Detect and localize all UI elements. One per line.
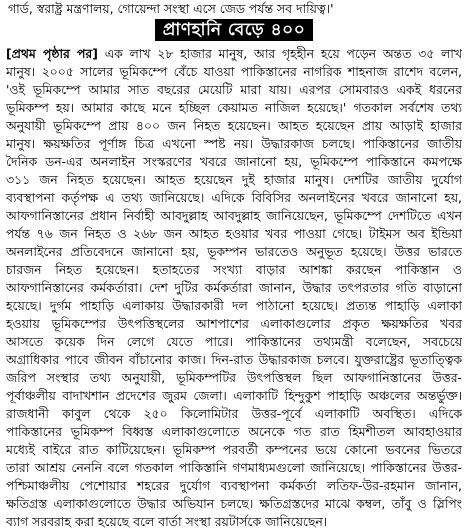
article-line: আফগানিস্তানের প্রধান নির্বাহী আবদুল্লাহ আবদুল্লাহ জানিয়েছেন, ভূমিকম্পে দেশটিতে এখন	[6, 208, 462, 223]
article-line: অগ্রাধিকার পাবে জীবন বাঁচানোর কাজ। দিন-রাত উদ্ধারকাজ চলবে। যুক্তরাষ্ট্রের ভূতাত্ত্বিক	[6, 352, 462, 367]
article-line: পশ্চিমাঞ্চলীয় পেশোয়ার শহরের দুর্যোগ ব্যবস্থাপনা কর্মকর্তা লতিফ-উর-রহমান জানান,	[6, 478, 462, 493]
article-line: ব্যাগ সরবরাহ করা হয়েছে বলে বার্তা সংস্থা রয়টার্সকে জানিয়েছেন।	[6, 514, 328, 529]
article-line: মানুষ। ক্ষয়ক্ষতির পূর্ণাঙ্গ চিত্র এখনো স্পষ্ট নয়। উদ্ধারকাজ চলছে। পাকিস্তানের জাতীয়	[6, 136, 462, 151]
article-line: আসতে কয়েক দিন লেগে যেতে পারে। পাকিস্তানের তথ্যমন্ত্রী বলেছেন, সবচেয়ে	[6, 334, 462, 349]
article-body	[6, 45, 462, 531]
article-line: পূর্বাঞ্চলীয় বাদাখশান প্রদেশের জুরম জেলা। এলাকাটি হিন্দুকুশ পাহাড়ি অঞ্চলের অন্তর্ভুক্ত।	[6, 388, 462, 403]
article-line: হয়েছে। দুর্গম পাহাড়ি এলাকায় উদ্ধারকারী দল পাঠানো হয়েছে। প্রত্যন্ত পাহাড়ি এলাকা	[6, 298, 462, 313]
article-line: ক্ষতিগ্রস্ত এলাকাগুলোতে উদ্ধার অভিযান চলছে। ক্ষতিগ্রস্তদের মাঝে কম্বল, তাঁবু ও স্লিপিং	[6, 496, 462, 511]
article-line: অনলাইনের প্রতিবেদনে জানানো হয়, ভূকম্পন ভারতেও অনুভূত হয়েছে। উত্তর ভারতে	[6, 244, 462, 259]
article-line: মধ্যেই বাইরে রাত কাটিয়েছেন। ভূমিকম্প পরবর্তী কম্পনের ভয়ে কোনো ভবনের ভিতরে	[6, 442, 462, 457]
article-line: ব্যবস্থাপনা কর্তৃপক্ষ এ তথ্য জানিয়েছে। এদিকে বিবিসির অনলাইনের খবরে জানানো হয়,	[6, 190, 462, 205]
previous-article-tail: গার্ড, স্বরাষ্ট্র মন্ত্রণালয়, গোয়েন্দা সংস্থা এসে জেড পর্যন্ত সব দায়িত্ব।'	[8, 1, 334, 16]
article-line: চারজন নিহত হয়েছেন। হতাহতের সংখ্যা বাড়ার আশঙ্কা করছেন পাকিস্তান ও	[6, 262, 462, 277]
article-line: তারা আশ্রয় নেননি বলে গতকাল পাকিস্তানি গণমাধ্যমগুলো জানিয়েছে। পাকিস্তানের উত্তর-	[6, 460, 462, 475]
article-line: আফগানিস্তানের কর্মকর্তারা। দেশ দুটির কর্মকর্তারা জানান, উদ্ধার তৎপরতার গতি বাড়ানো	[6, 280, 462, 295]
article-line: জরিপ সংস্থার তথ্য অনুযায়ী, ভূমিকম্পটির উৎপত্তিস্থল ছিল আফগানিস্তানের উত্তর-	[6, 370, 462, 385]
article-line: 'ওই ভূমিকম্পে আমার সাত বছরের মেয়েটি মারা যায়। এরপর সোমবারও একই ধরনের	[6, 82, 462, 97]
article-line: অনুযায়ী ভূমিকম্পে প্রায় ৪০০ জন নিহত হয়েছেন। আহত হয়েছেন প্রায় আড়াই হাজার	[6, 118, 462, 133]
headline: প্রাণহানি বেড়ে ৪০০	[155, 19, 314, 41]
article-line: ভূমিকম্প হয়। আমার কাছে মনে হচ্ছিল কেয়ামত নাজিল হয়েছে।' গতকাল সর্বশেষ তথ্য	[6, 100, 462, 115]
article-line: রাজধানী কাবুল থেকে ২৫০ কিলোমিটার উত্তর-পূর্বে এলাকাটি অবস্থিত। এদিকে	[6, 406, 462, 421]
article-line: হওয়ায় ভূমিকম্পের উৎপত্তিস্থলের আশপাশের এলাকাগুলোর প্রকৃত ক্ষয়ক্ষতির খবর	[6, 316, 462, 331]
article-line: দৈনিক ডন-এর অনলাইন সংস্করণের খবরে জানানো হয়, ভূমিকম্পে পাকিস্তানে কমপক্ষে	[6, 154, 462, 169]
article-line: মানুষ। ২০০৫ সালের ভূমিকম্পে বেঁচে যাওয়া পাকিস্তানের নাগরিক শাহনাজ রাশেদ বলেন,	[6, 64, 462, 79]
article-line: [প্রথম পৃষ্ঠার পর] এক লাখ ২৮ হাজার মানুষ, আর গৃহহীন হয়ে পড়েন অন্তত ৩৫ লাখ	[6, 46, 462, 61]
article-line: ৩১১ জন নিহত হয়েছেন। আহত হয়েছেন দুই হাজার মানুষ। দেশটির জাতীয় দুর্যোগ	[6, 172, 462, 187]
article-line: পাকিস্তানের ভূমিকম্প বিধ্বস্ত এলাকাগুলোতে অনেকে গত রাত হিমশীতল আবহাওয়ার	[6, 424, 462, 439]
article-line: পর্যন্ত ৭৬ জন নিহত ও ২৬৮ জন আহত হওয়ার খবর পাওয়া গেছে। টাইমস অব ইন্ডিয়া	[6, 226, 462, 241]
page-reference: [প্রথম পৃষ্ঠার পর]	[6, 46, 98, 61]
headline-box	[6, 19, 462, 43]
